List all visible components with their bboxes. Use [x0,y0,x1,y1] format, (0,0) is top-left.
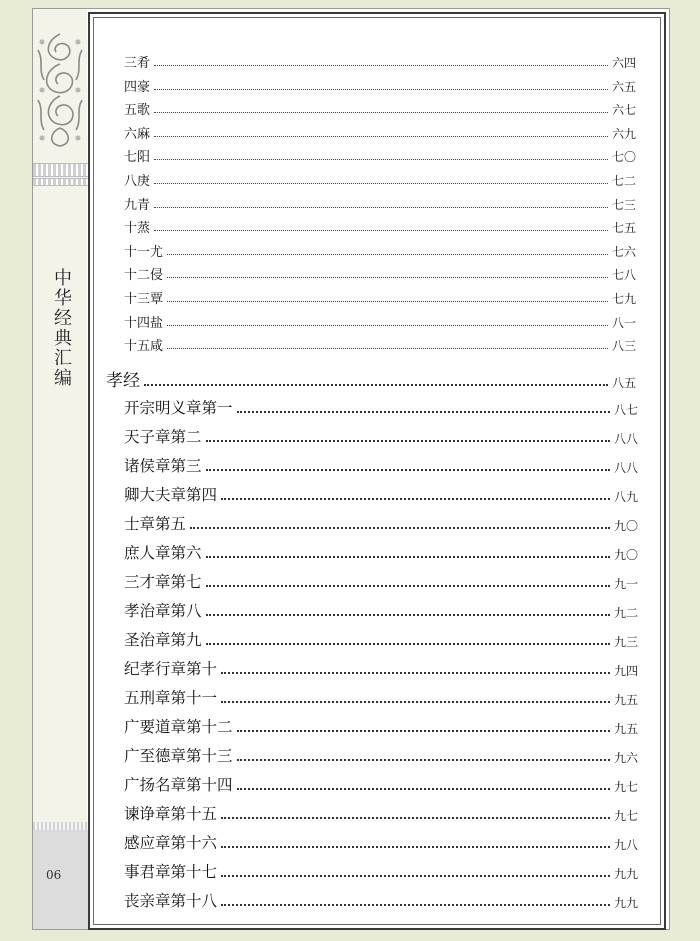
dot-leader [167,253,608,255]
toc-entry-page: 九六 [613,751,638,765]
toc-entry-chapter[interactable] [124,425,638,447]
toc-entry-title: 广至德章第十三 [124,747,233,765]
toc-entry-page: 六七 [611,103,636,117]
toc-entry-page: 八八 [613,432,638,446]
toc-entry-title: 五歌 [124,103,151,118]
decorative-band-lower [33,822,88,830]
toc-entry-chapter[interactable] [124,773,638,795]
toc-entry-page: 九七 [613,809,638,823]
dot-leader [154,88,608,90]
dot-leader [206,555,610,558]
toc-entry-page: 九九 [613,867,638,881]
toc-entry-page: 七三 [611,198,636,212]
dot-leader [237,787,610,790]
dot-leader [237,410,610,413]
dot-leader [206,439,610,442]
book-title: 中华经典汇编 [51,268,72,388]
toc-entry-title: 六麻 [124,127,151,142]
floral-ornament-icon [34,30,86,150]
dot-leader [167,276,608,278]
toc-entry-chapter[interactable] [124,657,638,679]
toc-entry-page: 八七 [613,403,638,417]
toc-entry-title: 七阳 [124,150,151,165]
toc-entry-title: 士章第五 [124,515,187,533]
toc-entry-chapter[interactable] [124,512,638,534]
toc-entry-page: 八八 [613,461,638,475]
toc-entry-title: 八庚 [124,174,151,189]
toc-entry-page: 九五 [613,722,638,736]
toc-entry-page: 九五 [613,693,638,707]
toc-entry-page: 九八 [613,838,638,852]
toc-entry-page: 九七 [613,780,638,794]
toc-entry-page: 七八 [611,268,636,282]
toc-entry-page: 七九 [611,292,636,306]
toc-entry-title: 孝经 [106,371,140,391]
dot-leader [221,700,610,703]
toc-entry-page: 七二 [611,174,636,188]
dot-leader [237,729,610,732]
toc-entry-title: 丧亲章第十八 [124,892,218,910]
dot-leader [221,874,610,877]
dot-leader [154,229,608,231]
toc-entry-title: 诸侯章第三 [124,457,202,475]
toc-entry-title: 五刑章第十一 [124,689,218,707]
toc-entry-chapter[interactable] [124,570,638,592]
toc-entry-title: 开宗明义章第一 [124,399,233,417]
dot-leader [206,613,610,616]
toc-entry-page: 九四 [613,664,638,678]
dot-leader [221,816,610,819]
toc-entry-chapter[interactable] [124,802,638,824]
dot-leader [206,642,610,645]
toc-entry-page: 六五 [611,80,636,94]
toc-entry-page: 九二 [613,606,638,620]
toc-entry-chapter[interactable] [124,889,638,911]
dot-leader [167,324,608,326]
toc-entry-page: 七六 [611,245,636,259]
toc-entry-title: 天子章第二 [124,428,202,446]
toc-entry-chapter[interactable] [124,686,638,708]
dot-leader [221,671,610,674]
toc-entry-page: 八三 [611,339,636,353]
toc-entry-title: 十蒸 [124,221,151,236]
dot-leader [154,182,608,184]
toc-entry-chapter[interactable] [124,599,638,621]
dot-leader [154,111,608,113]
decorative-band [33,163,88,177]
toc-entry-page: 六四 [611,56,636,70]
toc-entry-page: 九九 [613,896,638,910]
toc-entry-title: 三才章第七 [124,573,202,591]
dot-leader [167,347,608,349]
toc-entry-rhyme[interactable] [124,265,636,283]
toc-entry-page: 八五 [611,376,636,390]
toc-entry-rhyme[interactable] [124,77,636,95]
toc-entry-title: 四豪 [124,80,151,95]
toc-section-heading[interactable] [106,367,636,391]
toc-entry-title: 三肴 [124,56,151,71]
toc-entry-page: 七〇 [611,150,636,164]
toc-entry-chapter[interactable] [124,715,638,737]
toc-entry-rhyme[interactable] [124,336,636,354]
toc-entry-rhyme[interactable] [124,195,636,213]
toc-entry-rhyme[interactable] [124,218,636,236]
toc-entry-chapter[interactable] [124,744,638,766]
toc-entry-page: 九三 [613,635,638,649]
toc-entry-page: 九一 [613,577,638,591]
toc-entry-title: 谏诤章第十五 [124,805,218,823]
dot-leader [190,526,610,529]
toc-entry-rhyme[interactable] [124,147,636,165]
dot-leader [154,64,608,66]
toc-entry-page: 七五 [611,221,636,235]
toc-entry-chapter[interactable] [124,541,638,563]
toc-entry-title: 纪孝行章第十 [124,660,218,678]
dot-leader [221,845,610,848]
toc-entry-title: 九青 [124,198,151,213]
toc-entry-title: 庶人章第六 [124,544,202,562]
toc-entry-title: 广要道章第十二 [124,718,233,736]
dot-leader [221,497,610,500]
page-number: 06 [46,868,62,882]
toc-entry-title: 十二侵 [124,268,164,283]
toc-entry-title: 十一尤 [124,245,164,260]
toc-entry-page: 六九 [611,127,636,141]
toc-entry-title: 圣治章第九 [124,631,202,649]
dot-leader [154,158,608,160]
toc-entry-title: 卿大夫章第四 [124,486,218,504]
toc-entry-rhyme[interactable] [124,242,636,260]
decorative-band [33,178,88,186]
dot-leader [237,758,610,761]
toc-entry-chapter[interactable] [124,628,638,650]
toc-entry-chapter[interactable] [124,483,638,505]
dot-leader [221,903,610,906]
toc-entry-page: 九〇 [613,548,638,562]
dot-leader [154,135,608,137]
dot-leader [154,206,608,208]
dot-leader [206,468,610,471]
toc-entry-title: 感应章第十六 [124,834,218,852]
toc-entry-chapter[interactable] [124,860,638,882]
toc-entry-page: 八九 [613,490,638,504]
toc-entry-rhyme[interactable] [124,313,636,331]
toc-entry-rhyme[interactable] [124,289,636,307]
toc-entry-title: 孝治章第八 [124,602,202,620]
dot-leader [206,584,610,587]
toc-entry-title: 十三覃 [124,292,164,307]
toc-entry-page: 八一 [611,316,636,330]
toc-entry-rhyme[interactable] [124,171,636,189]
toc-entry-chapter[interactable] [124,396,638,418]
toc-entry-title: 十五咸 [124,339,164,354]
toc-entry-title: 事君章第十七 [124,863,218,881]
dot-leader [144,383,608,386]
toc-entry-rhyme[interactable] [124,124,636,142]
toc-entry-page: 九〇 [613,519,638,533]
toc-entry-chapter[interactable] [124,831,638,853]
toc-entry-chapter[interactable] [124,454,638,476]
dot-leader [167,300,608,302]
toc-entry-rhyme[interactable] [124,53,636,71]
toc-entry-title: 广扬名章第十四 [124,776,233,794]
toc-entry-title: 十四盐 [124,316,164,331]
toc-entry-rhyme[interactable] [124,100,636,118]
